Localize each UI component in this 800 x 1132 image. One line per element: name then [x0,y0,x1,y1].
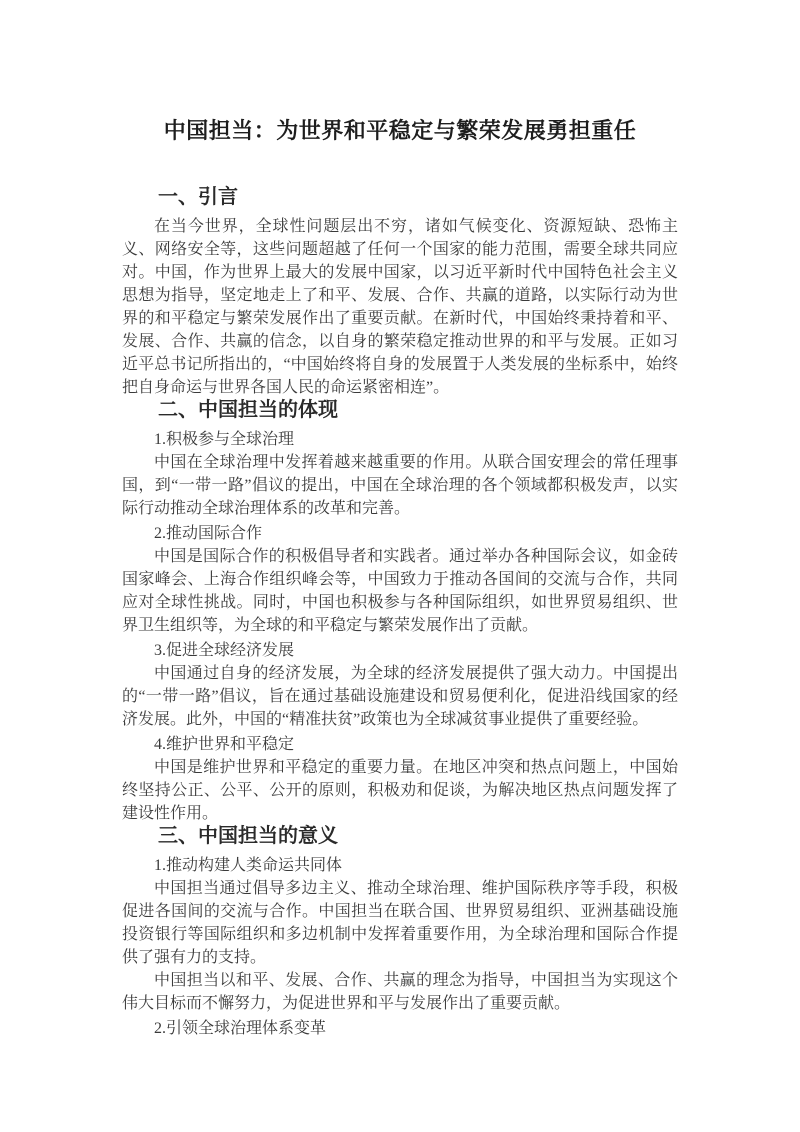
subheading-community-shared-future: 1.推动构建人类命运共同体 [154,857,343,874]
paragraph-economic-development: 中国通过自身的经济发展，为全球的经济发展提供了强大动力。中国提出的“一带一路”倡议，旨在通过基础设施建设和贸易便利化，促进沿线国家的经济发展。此外，中国的“精准扶贫”政策也为全球减贫事业提供了重要经验。 [122,665,678,728]
subheading-governance-reform: 2.引领全球治理体系变革 [154,1020,327,1037]
paragraph-introduction: 在当今世界，全球性问题层出不穷，诸如气候变化、资源短缺、恐怖主义、网络安全等，这些问题超越了任何一个国家的能力范围，需要全球共同应对。中国，作为世界上最大的发展中国家，以习近平新时代中国特色社会主义思想为指导，坚定地走上了和平、发展、合作、共赢的道路，以实际行动为世界的和平稳定与繁荣发展作出了重要贡献。在新时代，中国始终秉持着和平、发展、合作、共赢的信念，以自身的繁荣稳定推动世界的和平与发展。正如习近平总书记所指出的，“中国始终将自身的发展置于人类发展的坐标系中，始终把自身命运与世界各国人民的命运紧密相连”。 [122,218,678,396]
paragraph-global-governance: 中国在全球治理中发挥着越来越重要的作用。从联合国安理会的常任理事国，到“一带一路”倡议的提出，中国在全球治理的各个领域都积极发声，以实际行动推动全球治理体系的改革和完善。 [122,454,678,517]
paragraph-community-shared-future-1: 中国担当通过倡导多边主义、推动全球治理、维护国际秩序等手段，积极促进各国间的交流与合作。中国担当在联合国、世界贸易组织、亚洲基础设施投资银行等国际组织和多边机制中发挥着重要作用，为全球治理和国际合作提供了强有力的支持。 [122,880,678,966]
section-heading-introduction: 一、引言 [158,186,238,208]
paragraph-world-peace: 中国是维护世界和平稳定的重要力量。在地区冲突和热点问题上，中国始终坚持公正、公平、公开的原则，积极劝和促谈，为解决地区热点问题发挥了建设性作用。 [122,759,678,822]
document-title: 中国担当：为世界和平稳定与繁荣发展勇担重任 [163,118,637,143]
paragraph-community-shared-future-2: 中国担当以和平、发展、合作、共赢的理念为指导，中国担当为实现这个伟大目标而不懈努力，为促进世界和平与发展作出了重要贡献。 [122,972,678,1012]
subheading-global-governance: 1.积极参与全球治理 [154,431,295,448]
paragraph-international-cooperation: 中国是国际合作的积极倡导者和实践者。通过举办各种国际会议，如金砖国家峰会、上海合作组织峰会等，中国致力于推动各国间的交流与合作，共同应对全球性挑战。同时，中国也积极参与各种国际组织，如世界贸易组织、世界卫生组织等，为全球的和平稳定与繁荣发展作出了贡献。 [122,548,678,634]
subheading-economic-development: 3.促进全球经济发展 [154,642,295,659]
section-heading-embodiment: 二、中国担当的体现 [158,399,338,421]
subheading-world-peace: 4.维护世界和平稳定 [154,736,295,753]
subheading-international-cooperation: 2.推动国际合作 [154,525,263,542]
section-heading-significance: 三、中国担当的意义 [158,825,338,847]
